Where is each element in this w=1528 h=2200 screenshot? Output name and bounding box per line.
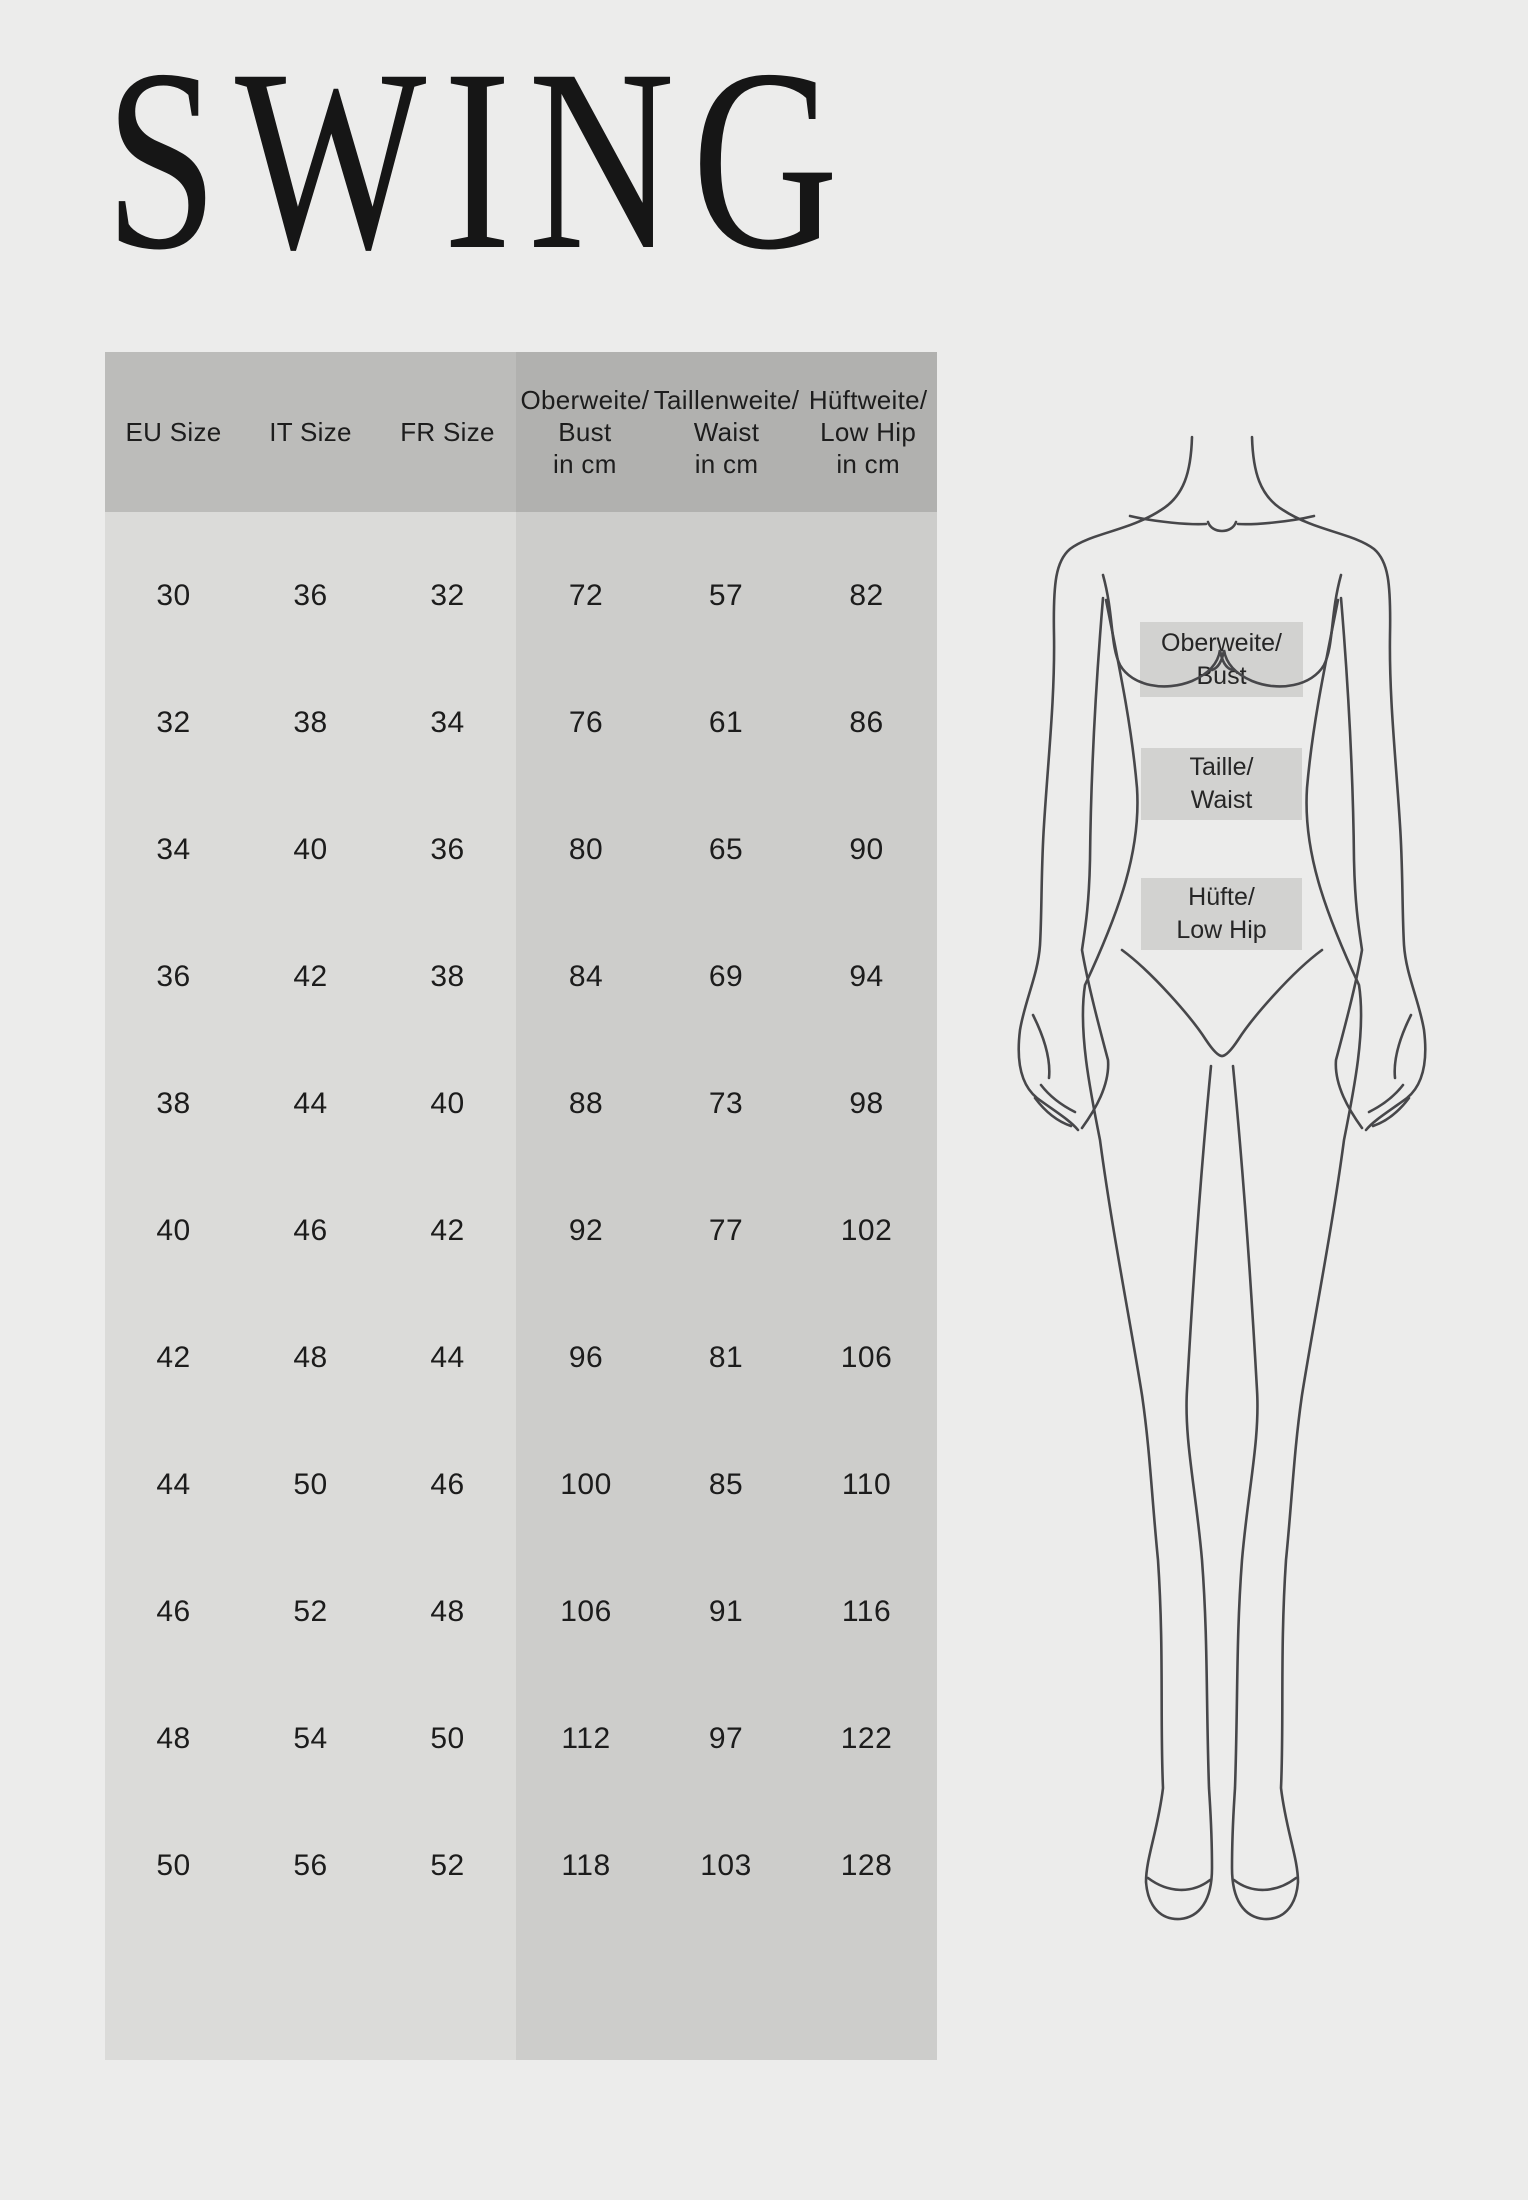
- table-cell-it-size: 56: [293, 1848, 328, 1882]
- column-header-line: Oberweite/: [520, 385, 650, 415]
- table-cell-low-hip: 98: [849, 1086, 884, 1120]
- table-cell-eu-size: 46: [156, 1594, 191, 1628]
- figure-label-line: Oberweite/: [1161, 628, 1282, 657]
- table-cell-it-size: 48: [293, 1340, 328, 1374]
- table-cell-waist: 65: [708, 832, 744, 866]
- table-cell-low-hip: 110: [841, 1467, 892, 1501]
- figure-right-half: [1212, 437, 1425, 1919]
- brand-logo: SWING: [105, 16, 856, 304]
- table-cell-waist: 57: [708, 578, 744, 612]
- table-cell-waist: 61: [708, 705, 744, 739]
- table-row: [105, 1548, 937, 1675]
- table-cell-waist: 69: [708, 959, 744, 993]
- table-cell-fr-size: 50: [430, 1721, 465, 1755]
- table-cell-bust: 88: [568, 1086, 604, 1120]
- column-header-line: in cm: [694, 449, 759, 479]
- table-cell-low-hip: 82: [849, 578, 884, 612]
- table-cell-it-size: 46: [293, 1213, 328, 1247]
- size-table-body: [105, 512, 937, 2060]
- table-cell-waist: 97: [708, 1721, 744, 1755]
- size-table: [105, 352, 937, 2060]
- column-header-bust: [516, 352, 654, 512]
- table-cell-fr-size: 34: [430, 705, 465, 739]
- table-cell-it-size: 50: [293, 1467, 328, 1501]
- table-cell-eu-size: 38: [156, 1086, 191, 1120]
- table-cell-low-hip: 90: [849, 832, 884, 866]
- table-cell-low-hip: 86: [849, 705, 884, 739]
- table-cell-waist: 103: [700, 1848, 752, 1882]
- collarbone-notch-line: [1208, 522, 1236, 531]
- table-cell-it-size: 42: [293, 959, 328, 993]
- table-cell-bust: 84: [568, 959, 604, 993]
- female-body-figure-icon: [985, 430, 1459, 1935]
- column-header-waist: [654, 352, 800, 512]
- table-row: [105, 786, 937, 913]
- table-cell-bust: 112: [561, 1721, 611, 1755]
- size-table-header-measurements: [516, 352, 937, 512]
- table-cell-it-size: 40: [293, 832, 328, 866]
- table-cell-bust: 100: [560, 1467, 612, 1501]
- figure-label-line: Low Hip: [1176, 916, 1267, 944]
- table-cell-fr-size: 38: [430, 959, 465, 993]
- size-table-header-sizes: [105, 352, 516, 512]
- column-header-line: in cm: [836, 449, 900, 479]
- table-cell-low-hip: 94: [849, 959, 884, 993]
- table-cell-bust: 96: [568, 1340, 604, 1374]
- table-cell-eu-size: 36: [156, 959, 191, 993]
- table-cell-low-hip: 128: [840, 1848, 893, 1882]
- size-table-header: [105, 352, 937, 512]
- table-cell-it-size: 38: [293, 705, 328, 739]
- figure-left-half: [1019, 437, 1232, 1919]
- table-row: [105, 1167, 937, 1294]
- table-row: [105, 913, 937, 1040]
- table-cell-bust: 92: [568, 1213, 604, 1247]
- table-cell-it-size: 52: [293, 1594, 328, 1628]
- column-header-line: Bust: [558, 417, 612, 447]
- table-cell-fr-size: 36: [430, 832, 465, 866]
- column-header-line: Taillenweite/: [653, 385, 800, 415]
- table-cell-low-hip: 102: [840, 1213, 893, 1247]
- figure-label-line: Bust: [1196, 661, 1247, 690]
- table-cell-waist: 85: [708, 1467, 744, 1501]
- figure-label-line: Waist: [1190, 786, 1253, 814]
- table-row: [105, 1675, 937, 1802]
- table-cell-low-hip: 116: [841, 1594, 892, 1628]
- table-cell-eu-size: 30: [156, 578, 191, 612]
- table-cell-bust: 118: [561, 1848, 611, 1882]
- table-cell-fr-size: 40: [430, 1086, 465, 1120]
- table-cell-fr-size: 44: [430, 1340, 465, 1374]
- table-cell-waist: 91: [708, 1594, 744, 1628]
- table-cell-bust: 80: [568, 832, 604, 866]
- table-cell-eu-size: 42: [156, 1340, 191, 1374]
- table-cell-eu-size: 50: [156, 1848, 191, 1882]
- table-cell-fr-size: 48: [430, 1594, 465, 1628]
- table-row: [105, 1294, 937, 1421]
- table-row: [105, 532, 937, 659]
- column-header-low-hip: [799, 352, 937, 512]
- column-header-fr-size: FR Size: [400, 416, 495, 447]
- table-cell-eu-size: 44: [156, 1467, 191, 1501]
- table-cell-fr-size: 52: [430, 1848, 465, 1882]
- column-header-it-size: IT Size: [269, 416, 352, 447]
- table-cell-fr-size: 42: [430, 1213, 465, 1247]
- table-cell-waist: 77: [708, 1213, 744, 1247]
- table-cell-it-size: 44: [293, 1086, 328, 1120]
- table-cell-it-size: 36: [293, 578, 328, 612]
- column-header-eu-size: EU Size: [125, 416, 222, 447]
- table-row: [105, 1040, 937, 1167]
- table-cell-eu-size: 48: [156, 1721, 191, 1755]
- column-header-line: Waist: [693, 417, 760, 447]
- table-cell-it-size: 54: [293, 1721, 328, 1755]
- figure-label-line: Hüfte/: [1188, 883, 1255, 911]
- table-cell-bust: 76: [568, 705, 604, 739]
- table-row: [105, 659, 937, 786]
- column-header-line: Hüftweite/: [808, 385, 928, 415]
- table-row: [105, 1421, 937, 1548]
- table-cell-eu-size: 40: [156, 1213, 191, 1247]
- table-cell-bust: 106: [560, 1594, 612, 1628]
- table-row: [105, 1802, 937, 1929]
- table-cell-waist: 81: [708, 1340, 744, 1374]
- table-cell-waist: 73: [708, 1086, 744, 1120]
- table-cell-eu-size: 32: [156, 705, 191, 739]
- table-cell-eu-size: 34: [156, 832, 191, 866]
- table-cell-fr-size: 32: [430, 578, 465, 612]
- table-cell-fr-size: 46: [430, 1467, 465, 1501]
- column-header-line: Low Hip: [820, 417, 917, 447]
- figure-label-line: Taille/: [1189, 753, 1254, 781]
- table-cell-low-hip: 106: [840, 1340, 893, 1374]
- table-cell-low-hip: 122: [840, 1721, 893, 1755]
- table-cell-bust: 72: [568, 578, 604, 612]
- column-header-line: in cm: [553, 449, 617, 479]
